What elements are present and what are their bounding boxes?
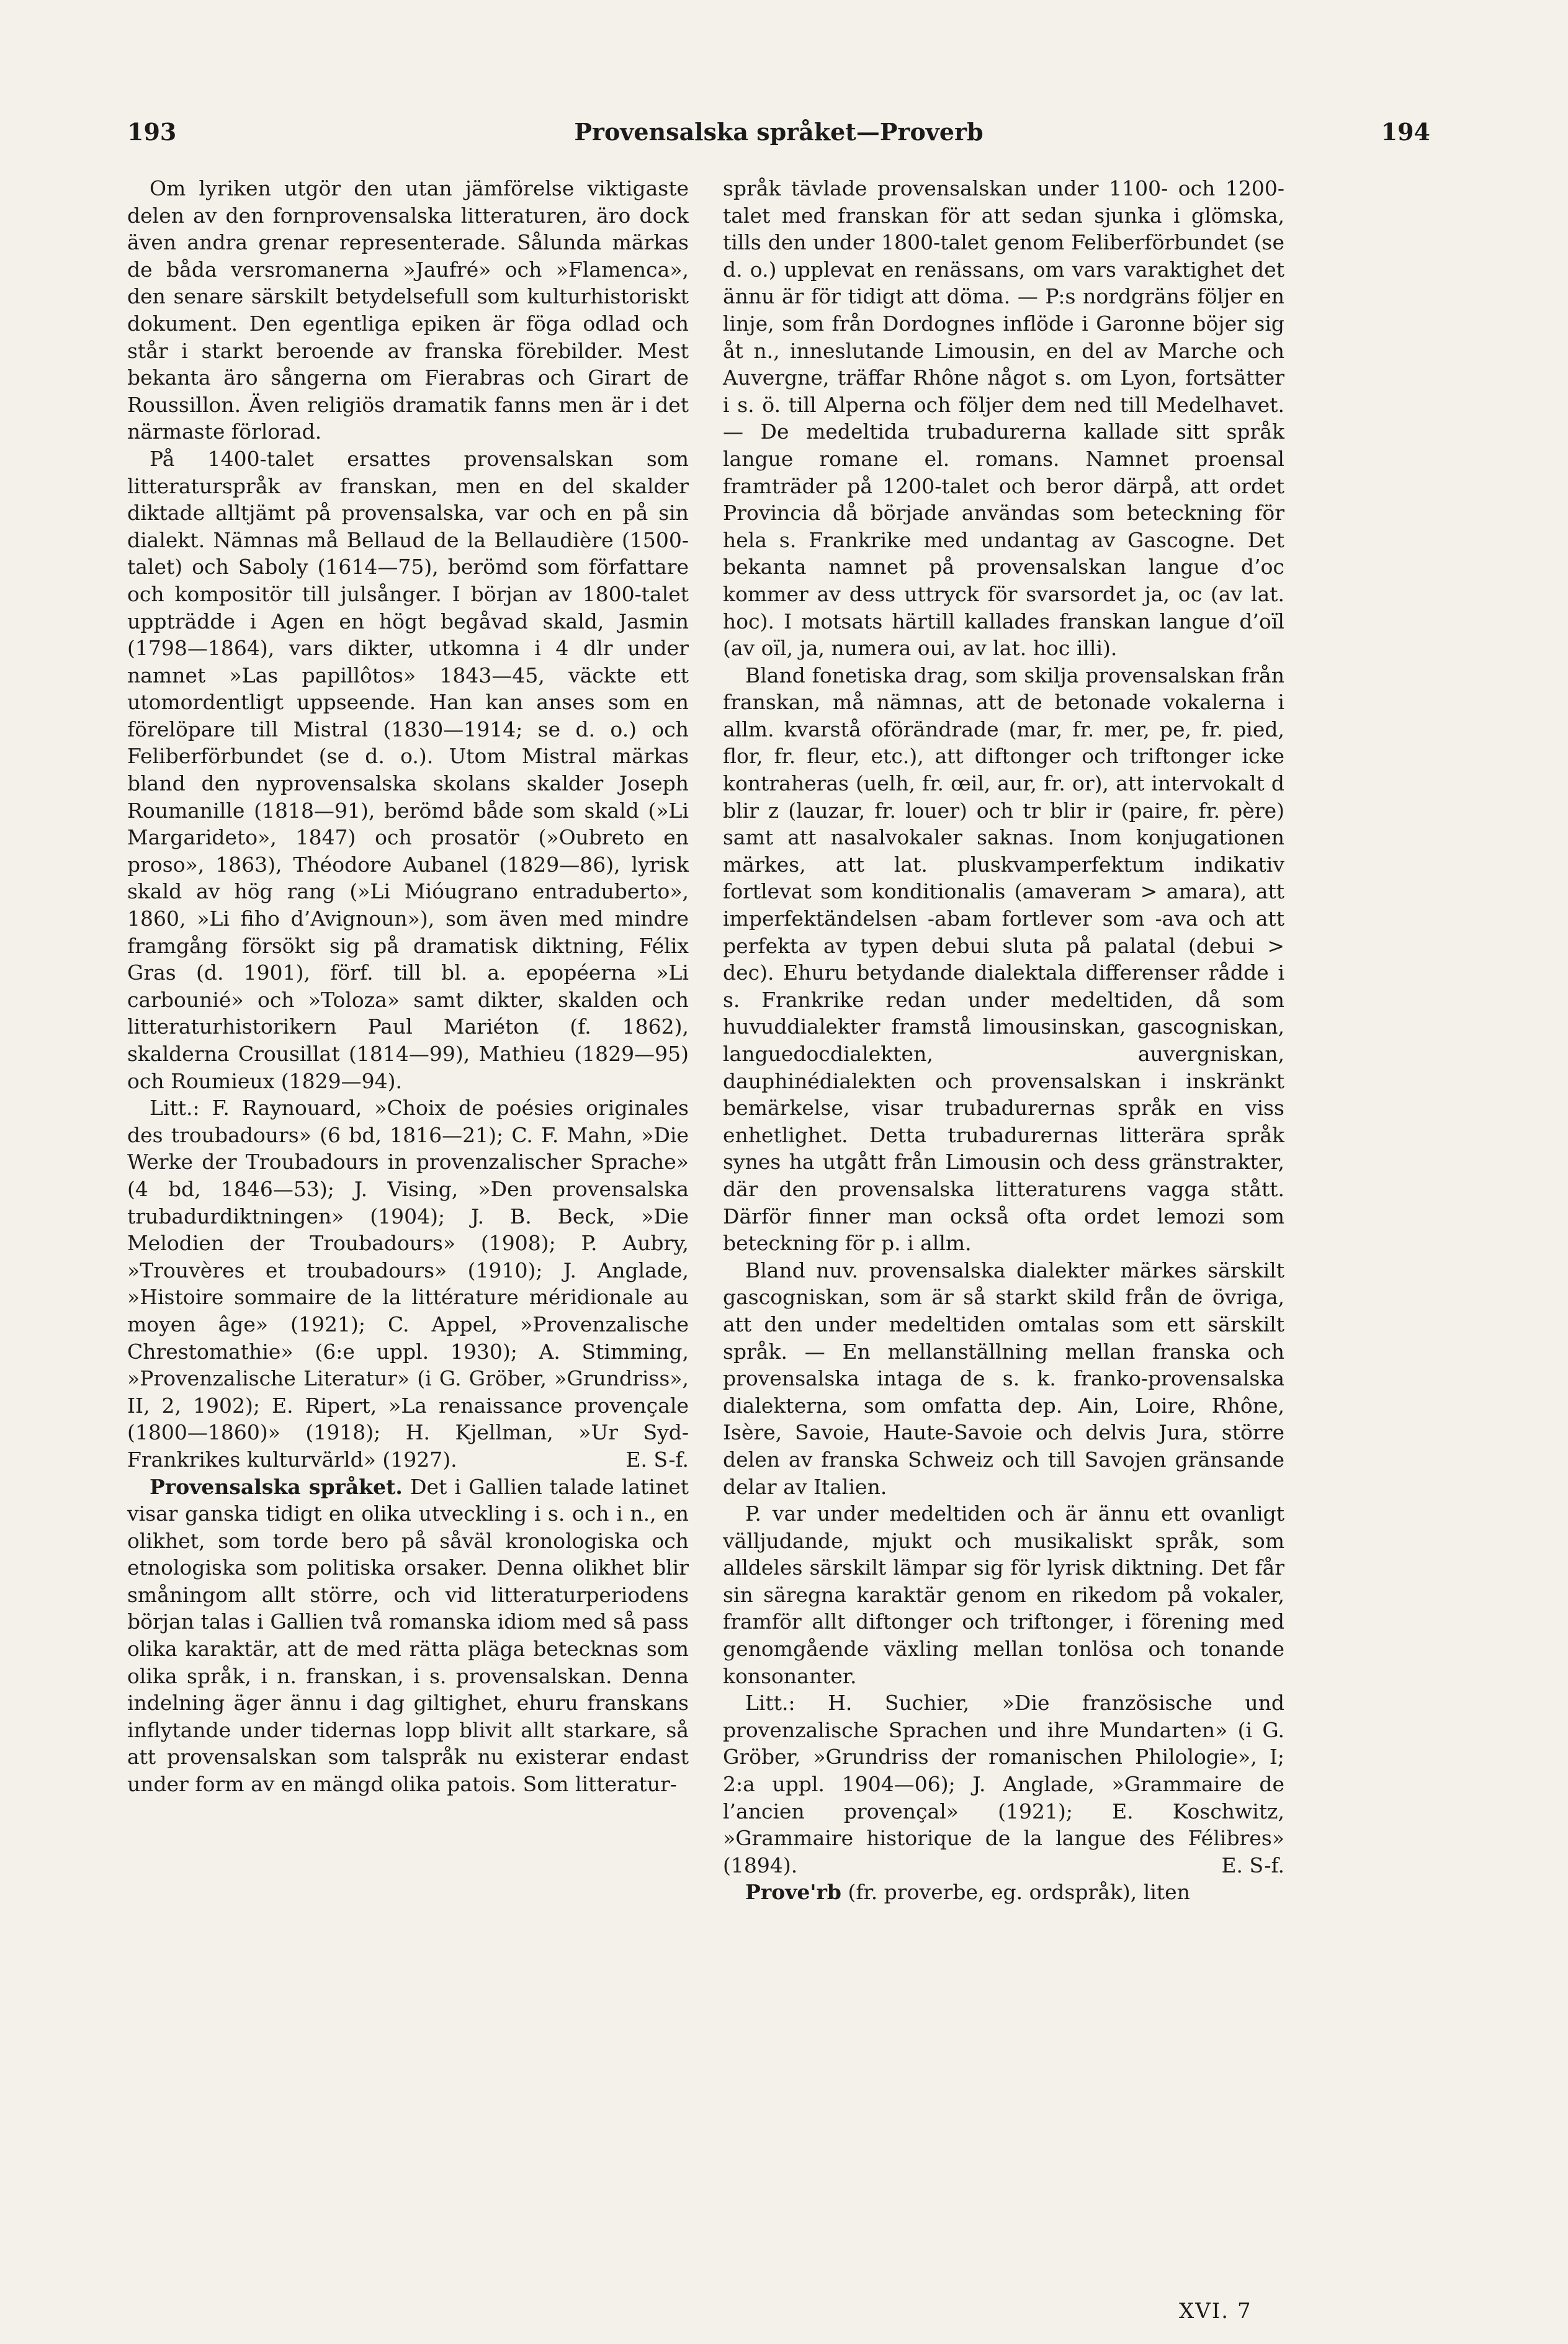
paragraph-continuation: språk tävlade provensalskan under 1100- och 1200-talet med franskan för att sedan sjunka i glömska, tills den under 1800-talet genom Feliberförbundet (se d. o.) upplevat en renässans, om vars varaktighet det ännu är för tidigt att döma. — P:s nordgräns följer en linje, som från Dordognes inflöde i Garonne böjer sig åt n., inneslutande Limousin, en del av Marche och Auvergne, träffar Rhône något s. om Lyon, fortsätter i s. ö. till Alperna och följer dem ned till Medelhavet. — De medeltida trubadurerna kallade sitt språk langue romane el. romans. Namnet proensal framträder på 1200-talet och beror därpå, att ordet Provincia då började användas som beteckning för hela s. Frankrike med undantag av Gascogne. Det bekanta namnet på provensalskan langue d’oc kommer av dess uttryck för svarsordet ja, oc (av lat. hoc). I motsats härtill kallades franskan langue d’oïl (av oïl, ja, numera oui, av lat. hoc illi). [723, 176, 1284, 661]
page-number-right: 194 [1381, 118, 1430, 146]
page-header [127, 118, 1430, 161]
entry-text: Det i Gallien talade latinet visar ganska tidigt en olika utveckling i s. och i n., en olikhet, som torde bero på såväl kronologiska och etnologiska som politiska orsaker. Denna olikhet blir småningom allt större, och vid litteraturperiodens början talas i Gallien två romanska idiom med så pass olika karaktär, att de med rätta pläga betecknas som olika språk, i n. franskan, i s. provensalskan. Denna indelning äger ännu i dag giltighet, ehuru franskans inflytande under tidernas lopp blivit allt starkare, så att provensalskan som talspråk nu existerar endast under form av en mängd olika patois. Som litteratur- [127, 1474, 689, 1797]
entry-proverb [723, 1879, 1284, 1906]
paragraph-language-references [723, 1689, 1284, 1879]
paragraph-character: P. var under medeltiden och är ännu ett ovanligt välljudande, mjukt och musikaliskt språk, som alldeles särskilt lämpar sig för lyrisk diktning. Det får sin säregna karaktär genom en rikedom på vokaler, framför allt diftonger och triftonger, i förening med genomgående växling mellan tonlösa och tonande konsonanter. [723, 1501, 1284, 1688]
paragraph-literature-genres: Om lyriken utgör den utan jämförelse viktigaste delen av den fornprovensalska litteraturen, äro dock även andra grenar representerade. Sålunda märkas de båda versromanerna »Jaufré» och »Flamenca», den senare särskilt betydelsefull som kulturhistoriskt dokument. Den egentliga epiken är föga odlad och står i starkt beroende av franska förebilder. Mest bekanta äro sångerna om Fierabras och Girart de Roussillon. Även religiös dramatik fanns men är i det närmaste förlorad. [127, 176, 689, 444]
entry-headword: Provensalska språket. [150, 1474, 403, 1499]
paragraph-dialects: Bland nuv. provensalska dialekter märkes särskilt gascogniskan, som är så starkt skild från de övriga, att den under medeltiden omtalas som ett särskilt språk. — En mellanställning mellan franska och provensalska intaga de s. k. franko-provensalska dialekterna, som omfatta dep. Ain, Loire, Rhône, Isère, Savoie, Haute-Savoie och delvis Jura, större delen av franska Schweiz och till Savojen gränsande delar av Italien. [723, 1258, 1284, 1499]
signature-mark: XVI. 7 [1179, 2299, 1252, 2324]
author-signature: E. S-f. [1221, 1853, 1284, 1877]
entry-provensalska-spraket [127, 1474, 689, 1798]
page-number-left: 193 [127, 118, 177, 146]
author-signature: E. S-f. [625, 1447, 689, 1472]
paragraph-1400s-poets: På 1400-talet ersattes provensalskan som litteraturspråk av franskan, men en del skalder diktade alltjämt på provensalska, var och en på sin dialekt. Nämnas må Bellaud de la Bellaudière (1500-talet) och Saboly (1614—75), berömd som författare och kompositör till julsånger. I början av 1800-talet uppträdde i Agen en högt begåvad skald, Jasmin (1798—1864), vars dikter, utkomna i 4 dlr under namnet »Las papillôtos» 1843—45, väckte ett utomordentligt uppseende. Han kan anses som en förelöpare till Mistral (1830—1914; se d. o.) och Feliberförbundet (se d. o.). Utom Mistral märkas bland den nyprovensalska skolans skalder Joseph Roumanille (1818—91), berömd både som skald (»Li Margarideto», 1847) och prosatör (»Oubreto en proso», 1863), Théodore Aubanel (1829—86), lyrisk skald av hög rang (»Li Mióugrano entraduberto», 1860, »Li fiho d’Avignoun»), som även med mindre framgång försökt sig på dramatisk diktning, Félix Gras (d. 1901), förf. till bl. a. epopéerna »Li carbounié» och »Toloza» samt dikter, skalden och litteraturhistorikern Paul Mariéton (f. 1862), skalderna Crousillat (1814—99), Mathieu (1829—95) och Roumieux (1829—94). [127, 446, 689, 1093]
right-column [723, 175, 1284, 1906]
entry-headword: Prove'rb [745, 1880, 841, 1905]
paragraph-literature-references [127, 1094, 689, 1473]
entry-text: (fr. proverbe, eg. ordspråk), liten [848, 1880, 1190, 1905]
paragraph-phonetics: Bland fonetiska drag, som skilja provensalskan från franskan, må nämnas, att de betonade vokalerna i allm. kvarstå oförändrade (mar, fr. mer, pe, fr. pied, flor, fr. fleur, etc.), att diftonger och triftonger icke kontraheras (uelh, fr. œil, aur, fr. or), att intervokalt d blir z (lauzar, fr. louer) och tr blir ir (paire, fr. père) samt att nasalvokaler saknas. Inom konjugationen märkes, att lat. pluskvamperfektum indikativ fortlevat som konditionalis (amaveram > amara), att imperfektändelsen -abam fortlever som -ava och att perfekta av typen debui sluta på palatal (debui > dec). Ehuru betydande dialektala differenser rådde i s. Frankrike redan under medeltiden, då som huvuddialekter framstå limousinskan, gascogniskan, languedocdialekten, auvergniskan, dauphinédialekten och provensalskan i inskränkt bemärkelse, visar trubadurernas språk en viss enhetlighet. Detta trubadurernas litterära språk synes ha utgått från Limousin och dess gränstrakter, där den provensalska litteraturens vagga stått. Därför finner man också ofta ordet lemozi som beteckning för p. i allm. [723, 663, 1284, 1256]
references-text: Litt.: F. Raynouard, »Choix de poésies originales des troubadours» (6 bd, 1816—21); C. F. Mahn, »Die Werke der Troubadours in provenzalischer Sprache» (4 bd, 1846—53); J. Vising, »Den provensalska trubadurdiktningen» (1904); J. B. Beck, »Die Melodien der Troubadours» (1908); P. Aubry, »Trouvères et troubadours» (1910); J. Anglade, »Histoire sommaire de la littérature méridionale au moyen âge» (1921); C. Appel, »Provenzalische Chrestomathie» (6:e uppl. 1930); A. Stimming, »Provenzalische Literatur» (i G. Gröber, »Grundriss», II, 2, 1902); E. Ripert, »La renaissance provençale (1800—1860)» (1918); H. Kjellman, »Ur Syd-Frankrikes kulturvärld» (1927). [127, 1096, 689, 1472]
left-column [127, 175, 689, 1798]
references-text: Litt.: H. Suchier, »Die französische und provenzalische Sprachen und ihre Mundarten» (i G. Gröber, »Grundriss der romanischen Philologie», I; 2:a uppl. 1904—06); J. Anglade, »Grammaire de l’ancien provençal» (1921); E. Koschwitz, »Grammaire historique de la langue des Félibres» (1894). [723, 1691, 1284, 1877]
running-title: Provensalska språket—Proverb [574, 118, 983, 146]
